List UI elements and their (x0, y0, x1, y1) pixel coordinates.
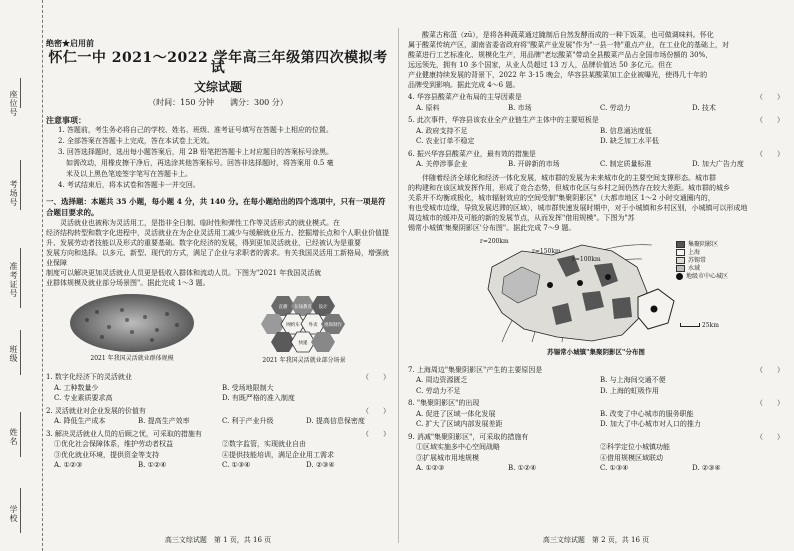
passage-line: 业群体规模及就业部分场景图"。据此完成 1～3 题。 (46, 279, 210, 287)
passage-line: 发展方向和选择。以多元、新型、现代的方式，满足了企业与求职者的需求。有关我国灵活用工新格局，增强就业保障 (46, 249, 389, 267)
passage-line: 制度可以解决更加灵活就业人员更是低收入群体和流动人员。下图为"2021 年我国灵活就 (46, 269, 322, 277)
question-3 (46, 429, 390, 471)
hex-label: 外卖 (308, 323, 318, 328)
legend-label: 地级市中心城区 (686, 272, 729, 280)
question-9 (408, 432, 784, 474)
option[interactable]: D. 加大了中心城市对人口的推力 (600, 420, 701, 428)
passage-line: 属于酸菜传统产区，湖南省委省政府将"酸菜产业发展"作为"一县一特"重点产业，在工业化的基础上，对 (408, 41, 729, 49)
figure-1-caption: 2021 年我国灵活就业群体规模 (90, 355, 174, 362)
option[interactable]: C. ①③④ (222, 461, 251, 469)
answer-paren: （ ） (756, 365, 784, 374)
column-divider (398, 28, 399, 543)
legend-swatch (676, 257, 685, 264)
radius-label-100: r=100km (572, 255, 601, 263)
binding-line (20, 330, 21, 375)
passage-line: 有也受城市边缘，导致发展迟滞的区域），城市群快速发展时期中，对于小城镇和乡村区别，小城镇可以形成地 (408, 203, 748, 212)
figure-crowd (57, 292, 207, 370)
legend-item (676, 257, 728, 265)
question-stem: 3. 解决灵活就业人员的后顾之忧，可采取的措施有 (46, 429, 202, 438)
binding-label-class: 班级 (9, 345, 18, 363)
figure-scenes (229, 292, 379, 370)
exam-subtitle: 文综试题 (193, 79, 242, 94)
statement: ②数字监管，实现就业自由 (222, 440, 306, 448)
binding-label-exam-id: 准考证号 (9, 262, 18, 298)
passage-line: 品牌受到影响。据此完成 4～6 题。 (408, 81, 520, 89)
legend-label: 集聚阴影区 (688, 240, 719, 248)
legend-swatch (676, 265, 685, 272)
hex-label: 在线教育 (294, 305, 312, 310)
option[interactable]: A. 周边资源匮乏 (416, 376, 468, 384)
option[interactable]: D. 提高信息保密度 (306, 417, 365, 425)
map-legend (676, 241, 728, 281)
answer-paren: （ ） (756, 116, 784, 124)
radius-label-150: r=150km (532, 247, 561, 255)
option[interactable]: A. 政府支持不足 (416, 126, 468, 135)
option[interactable]: C. 扩大了区域内部发展差距 (416, 420, 503, 428)
option[interactable]: C. 专业素质要求高 (54, 394, 113, 402)
scale-bar (680, 321, 719, 332)
scale-bar-icon (680, 323, 700, 327)
option[interactable]: B. ①②④ (508, 464, 537, 472)
left-column (46, 30, 390, 545)
question-stem: 1. 数字化经济下的灵活就业 (46, 373, 132, 381)
passage-line: 产业健康持续发展的背景下，2022 年 3·15 晚会，华容县某酸菜加工企业被曝光，使得几十年的 (408, 71, 708, 79)
passage-line: 锡常小城镇'集聚阴影区'分布图"。据此完成 7～9 题。 (408, 223, 576, 232)
option[interactable]: C. 劳动力不足 (416, 386, 461, 395)
legend-swatch (676, 241, 685, 248)
option[interactable]: B. 开辟新的市场 (508, 160, 560, 168)
question-2 (46, 406, 390, 427)
question-stem: 6. 振兴华容县酸菜产业，最有效的措施是 (408, 149, 536, 158)
binding-line (20, 160, 21, 210)
notice-heading: 注意事项： (46, 114, 86, 125)
passage-line: 周边城市的缓冲及可能的新的发展节点，从而发挥"借用规模"。下图为"苏 (408, 213, 635, 222)
page-footer-right: 高三文综试题 第 2 页，共 16 页 (542, 536, 650, 544)
binding-line (20, 412, 21, 457)
time-info: （时间：150 分钟 满分：300 分） (148, 98, 288, 107)
question-7 (408, 365, 784, 397)
passage-line: 酸菜进行工艺标准化、规模化生产，用品牌"老坛酸菜"带动全县酸菜产品占全国市场份额的 30%， (408, 51, 713, 59)
question-5 (408, 115, 784, 147)
binding-line (20, 78, 21, 108)
right-column (408, 30, 784, 545)
crowd-ellipse (70, 294, 194, 352)
question-stem: 5. 此次事件，华容县该农业全产业链生产主体中的主要短板是 (408, 116, 599, 124)
option[interactable]: B. ①②④ (138, 461, 167, 469)
option[interactable]: D. ②③④ (306, 461, 335, 469)
statement: ①优化社会保障体系，维护劳动者权益 (54, 440, 173, 448)
passage-line: 伴随着经济全球化和经济一体化发展，城市群的发展为未来城市化的主要空间支撑形态。城市群 (422, 173, 716, 182)
question-stem: 9. 消减"集聚阴影区"，可采取的措施有 (408, 432, 529, 441)
binding-margin (0, 0, 43, 551)
hex-label: 快递 (298, 341, 308, 346)
option[interactable]: A. 降低生产成本 (54, 417, 106, 425)
passage-3 (408, 173, 784, 233)
notice-item: 米及以上黑色笔迹签字笔写在答题卡上。 (66, 170, 192, 178)
option[interactable]: D. 缺乏加工水平低 (600, 137, 659, 145)
option[interactable]: C. 农业订单不稳定 (416, 137, 475, 145)
option[interactable]: B. 提高生产效率 (138, 417, 190, 425)
notice-item: 1. 答题前，考生务必将自己的学校、姓名、班级、准考证号填写在答题卡上相应的位置。 (58, 126, 333, 134)
hex-label: 网约车 (286, 323, 300, 328)
option[interactable]: B. 改变了中心城市的服务职能 (600, 409, 694, 418)
legend-dot-icon (676, 273, 683, 280)
option[interactable]: D. 有既严格的准入制度 (222, 394, 295, 402)
passage-2 (408, 30, 784, 90)
notice-item: 3. 回答选择题时，选出每小题答案后，用 2B 铅笔把答题卡上对应题目的答案标号涂黑。 (58, 148, 333, 156)
question-6 (408, 149, 784, 170)
passage-1 (46, 218, 390, 288)
question-8 (408, 398, 784, 430)
page-footer-left: 高三文综试题 第 1 页，共 16 页 (164, 536, 272, 544)
hex-scenes-illustration (239, 292, 369, 356)
option[interactable]: B. 受场地限制大 (222, 383, 274, 392)
notice-item: 如需改动，用橡皮擦干净后，再选涂其他答案标号。回答非选择题时，将答案用 0.5 毫 (66, 159, 334, 167)
answer-paren: （ ） (362, 373, 390, 381)
statement: ③扩展城市用地规模 (416, 453, 479, 462)
question-stem: 7. 上海周边"集聚阴影区"产生的主要原因是 (408, 365, 543, 374)
option[interactable]: C. 利于产业升级 (222, 417, 274, 425)
option[interactable]: A. 工种数量少 (54, 383, 99, 392)
option[interactable]: D. ②③④ (692, 464, 721, 472)
option[interactable]: C. 劳动力 (600, 103, 631, 112)
map-caption: 苏锡常小城镇"集聚阴影区"分布图 (547, 347, 645, 356)
crowd-illustration (67, 292, 197, 354)
answer-paren: （ ） (362, 406, 390, 415)
binding-line (20, 488, 21, 533)
answer-paren: （ ） (756, 149, 784, 158)
statement: ③优化就业环境，提供资金等支持 (54, 450, 159, 459)
legend-label: 苏锡常 (688, 256, 707, 264)
figure-2-caption: 2021 年我国灵活就业部分场景 (262, 357, 346, 364)
option[interactable]: A. 关停涉事企业 (416, 160, 468, 168)
hex-label: 设计 (318, 305, 328, 310)
passage-line: 关系并不均衡或极化，城市辐射效应的空间受制"集聚阴影区"（大都市地区 1～2 小时交通圈内的， (408, 193, 715, 202)
option[interactable]: D. 上海的虹吸作用 (600, 386, 659, 395)
option[interactable]: B. 市场 (508, 103, 532, 112)
passage-line: 经济结构转型和数字化进程中，灵活就业在为企业灵活用工减少与缓解就业压力、挖掘增长点和个人职业价值提升、发展劳动者技能以及形式的重要基础。数字化经济的发展，得到更加灵活就业，已经被认为是重要 (46, 229, 389, 247)
option[interactable]: A. ①②③ (54, 461, 83, 469)
map-figure (462, 237, 730, 355)
option[interactable]: A. 促进了区域一体化发展 (416, 409, 496, 418)
passage-line: 远远领先，拥有 10 多个国家，从业人员超过 13 万人，品牌价值达 50 多亿元。但在 (408, 61, 673, 69)
statement: ①区域实施多中心空间战略 (416, 443, 500, 451)
legend-item (676, 265, 728, 273)
option[interactable]: A. ①②③ (416, 464, 445, 472)
binding-label-name: 姓名 (9, 428, 18, 446)
passage-line: 酸菜古称菹（zū），是将各种蔬菜通过腌制后自然发酵而成的一种下饭菜，也可做调味料。怀化 (422, 31, 714, 39)
binding-label-seat: 座位号 (9, 90, 18, 117)
option[interactable]: D. 加大广告力度 (692, 160, 744, 168)
hex-label: 视频制作 (324, 323, 342, 328)
radius-label-200: r=200km (480, 237, 509, 245)
legend-label: 水域 (688, 264, 701, 272)
question-stem: 2. 灵活就业对企业发展的价值有 (46, 406, 146, 415)
statement: ②科学定位小城镇功能 (600, 443, 670, 451)
legend-item (676, 241, 728, 249)
answer-paren: （ ） (362, 429, 390, 438)
legend-item (676, 273, 728, 281)
option[interactable]: D. 技术 (692, 103, 716, 112)
option[interactable]: B. 与上海间交通不便 (600, 376, 666, 384)
option[interactable]: C. ①③④ (600, 464, 629, 472)
binding-label-school: 学校 (9, 505, 18, 523)
legend-label: 上海 (688, 248, 701, 256)
passage-line: 灵活就业也被称为灵活用工，是指非全日制、临时性和弹性工作等灵活形式的就业模式。在 (60, 219, 340, 227)
notice-list (46, 125, 390, 191)
statement: ④提供技能培训，满足企业用工需求 (222, 450, 334, 459)
answer-paren: （ ） (756, 399, 784, 407)
answer-paren: （ ） (756, 93, 784, 101)
section-heading: 一、选择题：本题共 35 小题，每小题 4 分，共 140 分。在每小题给出的四个选项中，只有一项是符合题目要求的。 (46, 197, 386, 217)
hex-label: 直播 (278, 305, 288, 310)
option[interactable]: A. 原料 (416, 103, 440, 112)
option[interactable]: B. 信息通达度低 (600, 126, 652, 135)
question-stem: 4. 华容县酸菜产业布局的主导因素是 (408, 93, 522, 101)
legend-swatch (676, 249, 685, 256)
answer-paren: （ ） (756, 432, 784, 441)
question-4 (408, 92, 784, 113)
passage-line: 的构建和在该区域发挥作用，形成了竞合态势，但城市化区与乡村之间仍然存在较大差距。城市群的城乡 (408, 183, 730, 192)
binding-line (20, 248, 21, 308)
notice-item: 4. 考试结束后，将本试卷和答题卡一并交回。 (58, 181, 200, 189)
scale-label: 25km (701, 321, 719, 329)
question-stem: 8. "集聚阴影区"的出现 (408, 399, 480, 407)
legend-item (676, 249, 728, 257)
secret-mark: 绝密★启用前 (46, 38, 94, 48)
figures-row (46, 292, 390, 370)
question-1 (46, 372, 390, 404)
exam-title: 怀仁一中 2021～2022 学年高三年级第四次模拟考试 (48, 49, 388, 76)
binding-label-room: 考场号 (9, 180, 18, 207)
option[interactable]: C. 制定质量标准 (600, 160, 652, 168)
statement: ④借用规模区域联动 (600, 453, 663, 462)
notice-item: 2. 全部答案在答题卡上完成，答在本试卷上无效。 (58, 137, 214, 145)
